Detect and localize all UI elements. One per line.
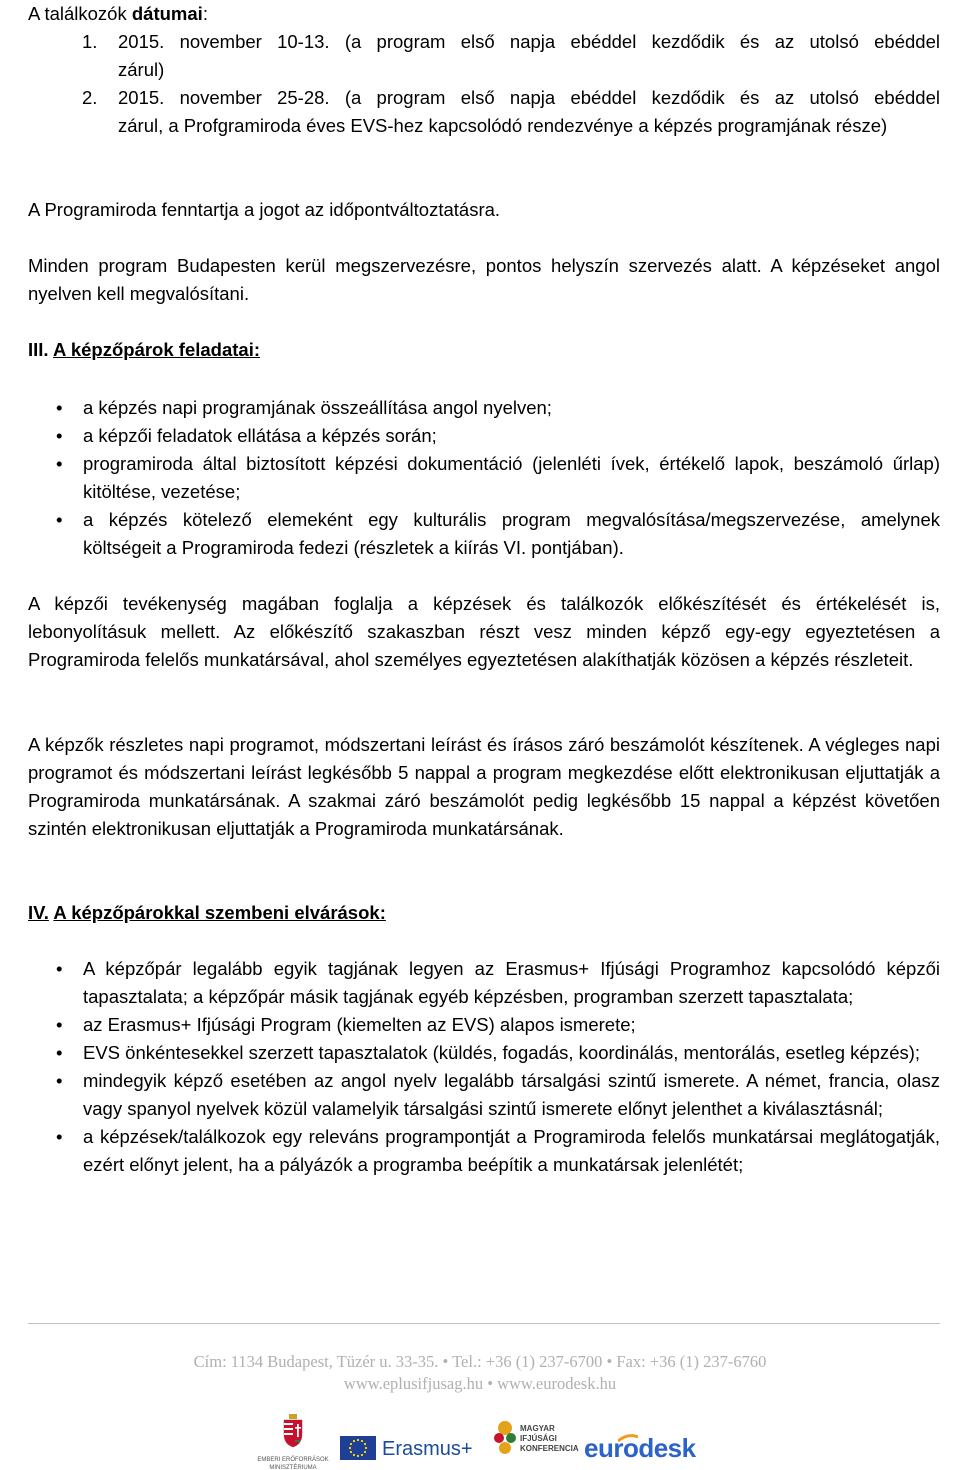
section-3-title: A képzőpárok feladatai: bbox=[53, 339, 261, 360]
list-item: • a képzői feladatok ellátása a képzés során; bbox=[56, 422, 940, 450]
section-4-number: IV. bbox=[28, 902, 49, 923]
eurodesk-swoosh-icon bbox=[618, 1433, 638, 1443]
para-reports: A képzők részletes napi programot, módszertani leírást és írásos záró beszámolót készítenek. A végleges napi programot és módszertani leírást legkésőbb 5 nappal a program megkezdése előtt elektronikusan eljuttatják a Programiroda munkatársának. A szakmai záró beszámolót pedig legkésőbb 15 nappal a képzést követően szintén elektronikusan eljuttatják a Programiroda munkatársának. bbox=[28, 734, 940, 839]
meeting-item: 1. 2015. november 10-13. (a program első napja ebéddel kezdődik és az utolsó ebéddel zárul) bbox=[82, 31, 940, 80]
list-item: • programiroda által biztosított képzési dokumentáció (jelenléti ívek, értékelő lapok, beszámoló űrlap) kitöltése, vezetése; bbox=[56, 450, 940, 506]
mik-logo bbox=[490, 1416, 580, 1466]
erasmus-logo bbox=[340, 1432, 490, 1466]
section-3-heading bbox=[28, 336, 940, 364]
eurodesk-logo bbox=[584, 1432, 714, 1466]
list-item: • A képzőpár legalább egyik tagjának legyen az Erasmus+ Ifjúsági Programhoz kapcsolódó képzői tapasztalata; a képzőpár másik tagjának egyéb képzésben, programban szerzett tapasztalata; bbox=[56, 955, 940, 1011]
footer-logos bbox=[0, 1410, 960, 1470]
mik-name: MAGYAR IFJÚSÁGI KONFERENCIA bbox=[520, 1424, 579, 1453]
eu-flag-icon bbox=[340, 1436, 376, 1460]
coat-of-arms-icon bbox=[248, 1414, 338, 1448]
list-item: • a képzés napi programjának összeállítása angol nyelven; bbox=[56, 394, 940, 422]
para-reserve: A Programiroda fenntartja a jogot az időpontváltoztatásra. bbox=[28, 199, 501, 220]
section-4-list bbox=[56, 955, 940, 1179]
list-item: • a képzések/találkozok egy releváns programpontját a Programiroda felelős munkatársai meglátogatják, ezért előnyt jelent, ha a pályázók a programba beépítik a munkatársak jelenlétét; bbox=[56, 1123, 940, 1179]
para-location: Minden program Budapesten kerül megszervezésre, pontos helyszín szervezés alatt. A képzéseket angol nyelven kell megvalósítani. bbox=[28, 255, 940, 304]
section-4-title: A képzőpárokkal szembeni elvárások: bbox=[53, 902, 386, 923]
eurodesk-wordmark: eurodesk bbox=[584, 1433, 696, 1463]
ministry-name-line1: EMBERI ERŐFORRÁSOK bbox=[257, 1457, 329, 1463]
footer-web: www.eplusifjusag.hu • www.eurodesk.hu bbox=[343, 1374, 617, 1393]
section-3-list bbox=[56, 394, 940, 562]
list-item: • mindegyik képző esetében az angol nyelv legalább társalgási szintű ismerete. A német, francia, olasz vagy spanyol nyelvek közül valamelyik társalgási szintű ismerete előnyt jelenthet a kiválasztásnál; bbox=[56, 1067, 940, 1123]
mik-emblem-icon bbox=[490, 1418, 520, 1462]
meeting-item: 2. 2015. november 25-28. (a program első napja ebéddel kezdődik és az utolsó ebéddel zárul, a Profgramiroda éves EVS-hez kapcsolódó rendezvénye a képzés programjának része) bbox=[82, 87, 940, 136]
ministry-logo bbox=[248, 1414, 338, 1470]
list-item: • EVS önkéntesekkel szerzett tapasztalatok (küldés, fogadás, koordinálás, mentorálás, esetleg képzés); bbox=[56, 1039, 940, 1067]
meetings-label-bold: dátumai bbox=[131, 3, 203, 24]
list-item: • a képzés kötelező elemeként egy kulturális program megvalósítása/megszervezése, amelynek költségeit a Programiroda fedezi (részletek a kiírás VI. pontjában). bbox=[56, 506, 940, 562]
meetings-list bbox=[84, 28, 940, 140]
section-3-number: III. bbox=[28, 339, 49, 360]
erasmus-wordmark: Erasmus+ bbox=[382, 1438, 473, 1460]
ministry-name-line2: MINISZTÉRIUMA bbox=[269, 1465, 317, 1470]
footer-address: Cím: 1134 Budapest, Tüzér u. 33-35. • Tel.: +36 (1) 237-6700 • Fax: +36 (1) 237-6760 bbox=[193, 1352, 767, 1371]
footer-divider bbox=[28, 1323, 940, 1324]
para-activity: A képzői tevékenység magában foglalja a képzések és találkozók előkészítését és értékelését is, lebonyolításuk mellett. Az előkészítő szakaszban részt vesz minden képző egy-egy egyeztetésen a Programiroda felelős munkatársával, ahol személyes egyeztetésen alakíthatják közösen a képzés részleteit. bbox=[28, 593, 940, 670]
meetings-label: A találkozók dátumai: bbox=[28, 3, 208, 24]
list-item: • az Erasmus+ Ifjúsági Program (kiemelten az EVS) alapos ismerete; bbox=[56, 1011, 940, 1039]
section-4-heading bbox=[28, 899, 940, 927]
